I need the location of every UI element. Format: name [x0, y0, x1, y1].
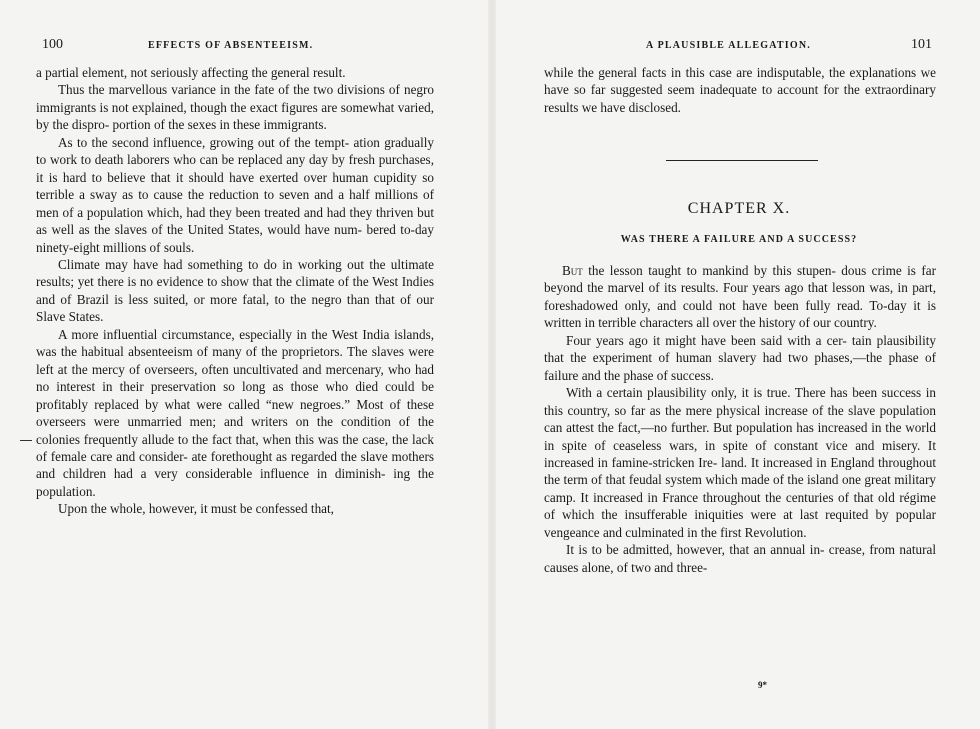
left-paragraph-6: Upon the whole, however, it must be confessed that, [58, 501, 334, 517]
margin-mark [20, 440, 32, 441]
chapter-paragraph-3: With a certain plausibility only, it is true. There has been success in this country, so far as the mere physical increase of the slave population can attest the fact,—no further. But population has increased in the world in spite of ceaseless wars, in spite of constant vice and misery. It increased in famine-stricken Ire- land. It increased in England throughout the term of that feudal system which made of the island one great military camp. It increased in France throughout the centuries of that old régime of which the insufferable iniquities were at last requited by popular vengeance and culminated in the first Revolution. [544, 385, 936, 540]
chapter-lead-word: But [562, 263, 583, 278]
chapter-paragraph-2: Four years ago it might have been said with a cer- tain plausibility that the experiment of human slavery had two phases,—the phase of failure and the phase of success. [544, 332, 936, 383]
left-paragraph-4: Climate may have had something to do in working out the ultimate results; yet there is no evidence to show that the climate of the West Indies and of Brazil is less suited, or more fatal, to the negro than that of our Slave States. [36, 256, 434, 325]
chapter-paragraph-1-text: the lesson taught to mankind by this stupen- dous crime is far beyond the marvel of its results. Four years ago that lesson was, in part, foreshadowed only, and could not have been fully read. To-day it is written in terrible characters all over the history of our country. [544, 263, 936, 331]
right-opening-paragraph: while the general facts in this case are indisputable, the explanations we have so far suggested seem inadequate to account for the extraordinary results we have disclosed. [544, 65, 936, 115]
left-page-number: 100 [42, 37, 63, 52]
right-running-title: A PLAUSIBLE ALLEGATION. [646, 40, 811, 51]
chapter-number: CHAPTER X. [687, 200, 791, 217]
right-opening-text [544, 64, 936, 116]
right-running-head [540, 36, 938, 54]
left-paragraph-1: a partial element, not seriously affecting the general result. [36, 65, 346, 80]
right-page-number: 101 [911, 37, 932, 52]
chapter-title: WAS THERE A FAILURE AND A SUCCESS? [620, 234, 858, 245]
book-gutter [488, 0, 496, 729]
chapter-paragraph-1 [544, 262, 936, 332]
left-body-text [36, 64, 434, 518]
left-paragraph-5: A more influential circumstance, especially in the West India islands, was the habitual absenteeism of many of the proprietors. The slaves were left at the mercy of overseers, often uncultivated and mercenary, who had no interest in their preservation so long as those who died could be profitably replaced by what were called “new negroes.” Most of these overseers were unmarried men; and writers on the condition of the colonies frequently allude to the fact that, when this was the case, the lack of female care and consider- ate forethought as regarded the slave mothers and children had a very considerable influence in diminish- ing the population. [36, 326, 434, 499]
left-running-title: EFFECTS OF ABSENTEEISM. [148, 40, 314, 51]
left-paragraph-3: As to the second influence, growing out of the tempt- ation gradually to work to death laborers who can be replaced any day by fresh purchases, it is hard to believe that it should have exerted over human cupidity so terrible a sway as to cause the reduction to seven and a half millions of men of a population which, had they been treated and had they thriven but as well as the slaves of the United States, would have num- bered to-day ninety-eight millions of souls. [36, 134, 434, 255]
signature-mark: 9* [758, 680, 767, 690]
chapter-body-text [544, 262, 936, 576]
left-paragraph-2: Thus the marvellous variance in the fate of the two divisions of negro immigrants is not explained, though the exact figures are somewhat varied, by the dispro- portion of the sexes in these immigrants. [36, 82, 434, 133]
chapter-paragraph-4: It is to be admitted, however, that an annual in- crease, from natural causes alone, of two and three- [544, 542, 936, 575]
section-divider-rule [666, 160, 818, 161]
left-running-head [36, 36, 436, 54]
